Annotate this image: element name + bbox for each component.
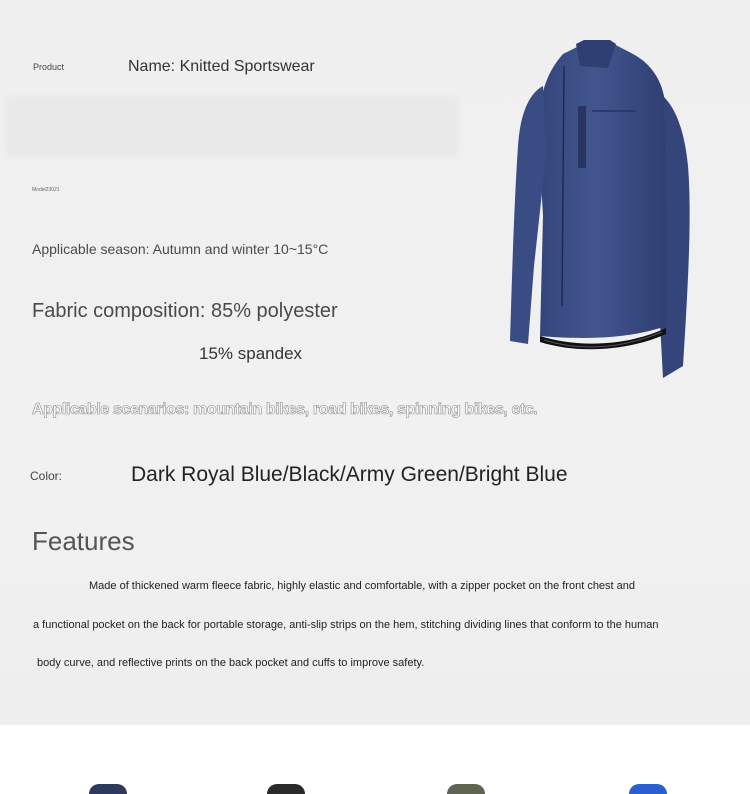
cycling-jacket-image xyxy=(498,36,698,382)
applicable-season: Applicable season: Autumn and winter 10~15°C xyxy=(32,241,329,257)
features-line-2: a functional pocket on the back for portable storage, anti-slip strips on the hem, stitching dividing lines that conform to the human xyxy=(33,619,659,631)
model-number: Model23021 xyxy=(32,187,60,193)
swatch-bright-blue[interactable] xyxy=(629,784,667,794)
swatch-army-green[interactable] xyxy=(447,784,485,794)
product-label: Product xyxy=(33,62,65,72)
swatch-dark-royal-blue[interactable] xyxy=(89,784,127,794)
features-title: Features xyxy=(32,526,135,556)
applicable-scenarios: Applicable scenarios: mountain bikes, road bikes, spinning bikes, etc. xyxy=(32,401,538,418)
features-line-3: body curve, and reflective prints on the back pocket and cuffs to improve safety. xyxy=(37,657,425,669)
color-value: Dark Royal Blue/Black/Army Green/Bright Blue xyxy=(131,463,568,486)
fabric-composition-extra: 15% spandex xyxy=(199,344,303,363)
fabric-composition: Fabric composition: 85% polyester xyxy=(32,300,338,322)
product-name: Name: Knitted Sportswear xyxy=(128,58,315,75)
features-line-1: Made of thickened warm fleece fabric, highly elastic and comfortable, with a zipper pocket on the front chest and xyxy=(89,580,636,592)
blurred-banner xyxy=(6,96,458,156)
swatch-black[interactable] xyxy=(267,784,305,794)
color-label: Color: xyxy=(30,469,63,483)
